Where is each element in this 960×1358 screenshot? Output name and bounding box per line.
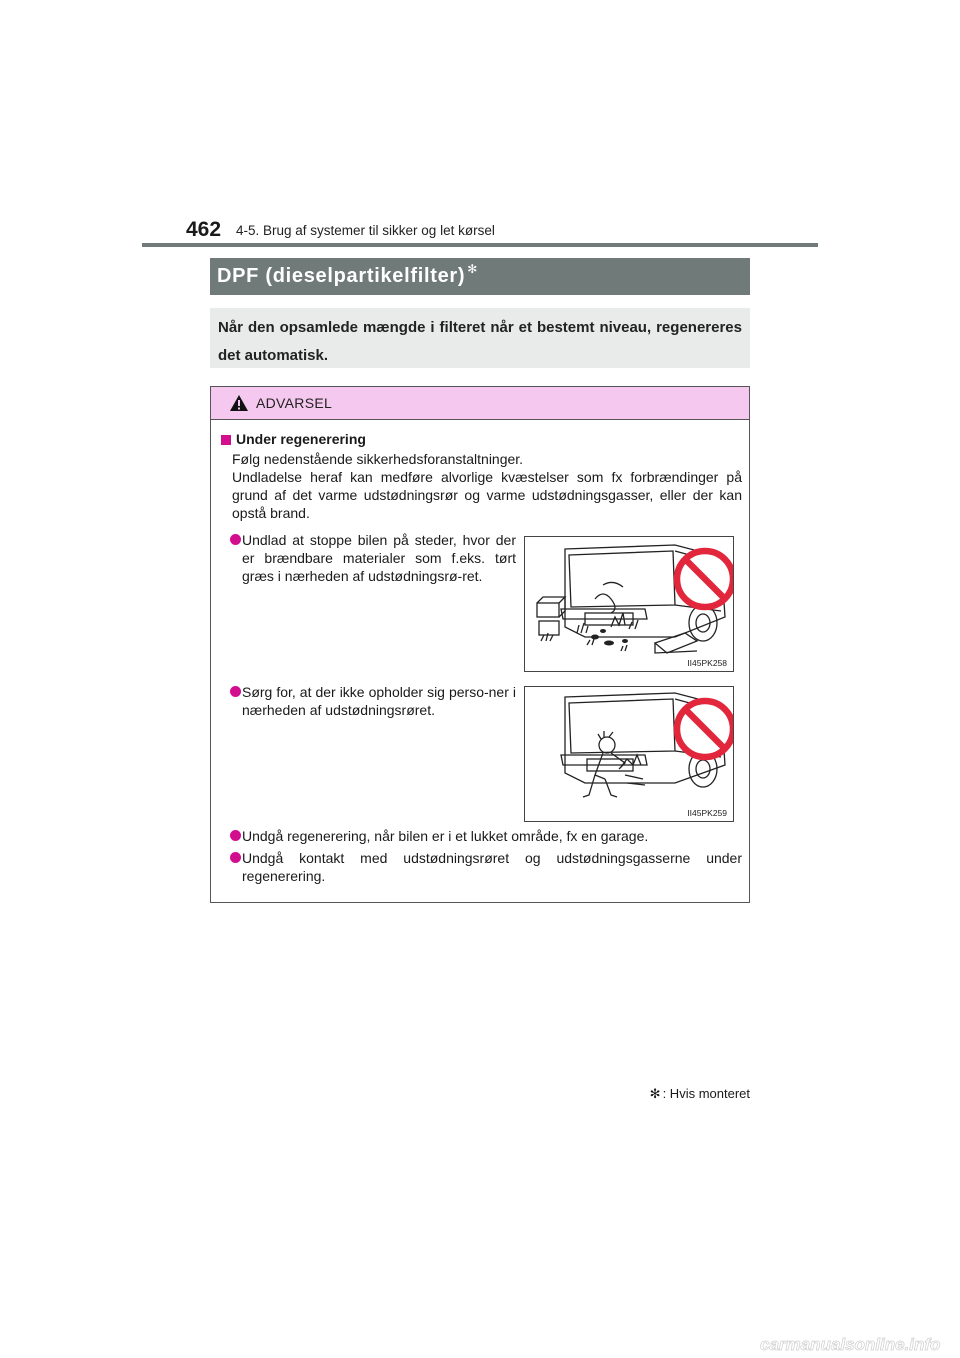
bullet-text: Undgå kontakt med udstødningsrøret og udstødningsgasserne under regenerering. [242, 850, 742, 884]
bullet-item [230, 683, 516, 719]
svg-text:carmanualsonline.info: carmanualsonline.info [760, 1335, 941, 1354]
section-title: DPF (dieselpartikelfilter) [217, 265, 466, 287]
bullet-item [230, 827, 742, 845]
bullet-item [230, 531, 516, 585]
round-bullet-icon [230, 830, 241, 841]
round-bullet-icon [230, 686, 241, 697]
footnote [650, 1086, 750, 1102]
figure-code: II45PK258 [687, 658, 727, 668]
footnote-text: : Hvis monteret [662, 1086, 750, 1101]
figure-combustible-materials [524, 536, 734, 672]
bullet-text: Sørg for, at der ikke opholder sig perso-ner i nærheden af udstødningsrøret. [242, 684, 516, 718]
bullet-text: Undgå regenerering, når bilen er i et lukket område, fx en garage. [242, 828, 649, 844]
running-head: 4-5. Brug af systemer til sikker og let kørsel [236, 223, 495, 238]
intro-box [210, 308, 750, 368]
intro-text: Når den opsamlede mængde i filteret når et bestemt niveau, regenereres det automatisk. [218, 319, 742, 364]
prohibition-icon [677, 701, 733, 757]
square-bullet-icon [221, 435, 231, 445]
footnote-marker: ✻ [649, 1086, 661, 1101]
watermark-logo [760, 1333, 950, 1355]
figure-code: II45PK259 [687, 808, 727, 818]
warning-triangle-icon [229, 394, 249, 412]
bullet-item [230, 849, 742, 885]
section-title-marker: ✻ [467, 261, 478, 276]
prohibition-icon [677, 551, 733, 607]
truck-dry-grass-illustration [525, 537, 733, 671]
warning-header [211, 387, 749, 420]
warning-paragraph-1: Følg nedenstående sikkerhedsforanstaltninger. [232, 451, 524, 467]
bullet-text: Undlad at stoppe bilen på steder, hvor der er brændbare materialer som f.eks. tørt græs i nærheden af udstødningsrø-ret. [242, 532, 516, 584]
warning-subheading [221, 431, 366, 447]
section-title-bar [210, 258, 750, 295]
round-bullet-icon [230, 852, 241, 863]
warning-label: ADVARSEL [256, 395, 333, 411]
truck-person-illustration [525, 687, 733, 821]
warning-subheading-text: Under regenerering [236, 431, 366, 447]
warning-box [210, 386, 750, 903]
header-rule [142, 243, 818, 247]
page-number: 462 [186, 218, 222, 241]
round-bullet-icon [230, 534, 241, 545]
figure-person-near-exhaust [524, 686, 734, 822]
warning-paragraph-2: Undladelse heraf kan medføre alvorlige kvæstelser som fx forbrændinger på grund af det varme udstødningsrør og varme udstødningsgasser, eller der kan opstå brand. [232, 469, 742, 521]
